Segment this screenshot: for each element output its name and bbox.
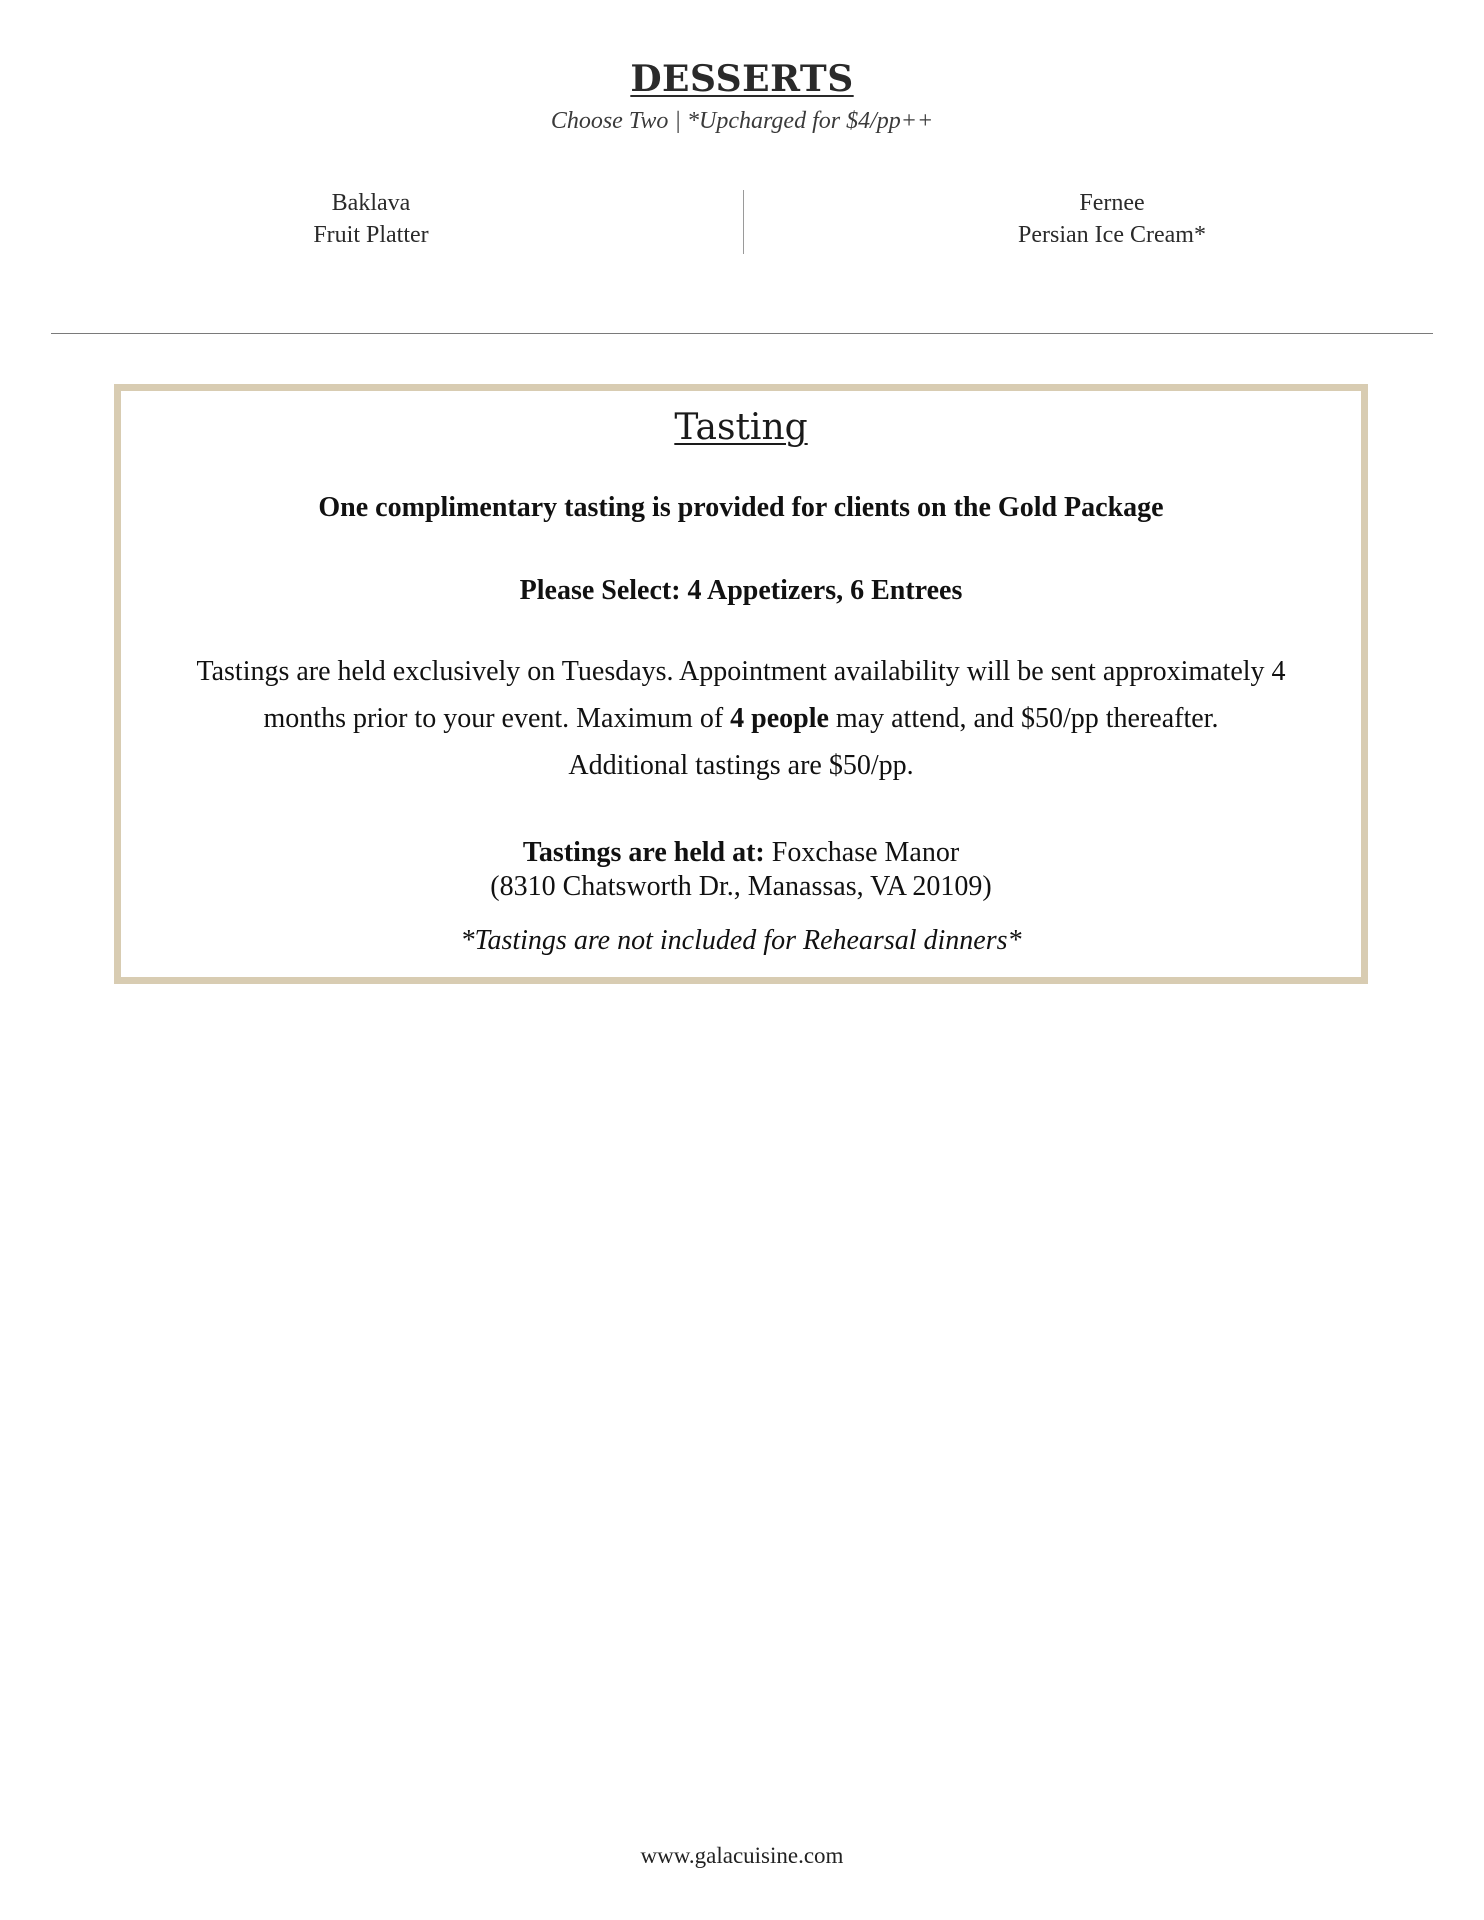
tasting-box: [114, 384, 1368, 984]
additional-tastings: Additional tastings are $50/pp.: [568, 750, 914, 781]
complimentary-tasting-note: One complimentary tasting is provided for clients on the Gold Package: [318, 492, 1164, 523]
dessert-item-persian-ice-cream: Persian Ice Cream*: [1018, 222, 1206, 248]
dessert-item-fruit-platter: Fruit Platter: [313, 222, 429, 248]
tasting-details: [161, 648, 1321, 789]
rehearsal-note: *Tastings are not included for Rehearsal dinners*: [460, 925, 1022, 956]
dessert-item-fernee: Fernee: [1079, 190, 1145, 216]
location-label: Tastings are held at:: [522, 837, 765, 868]
desserts-right-column: [862, 187, 1362, 251]
max-people: 4 people: [730, 703, 829, 734]
desserts-subtitle: Choose Two | *Upcharged for $4/pp++: [550, 108, 934, 134]
tasting-location: [121, 836, 1361, 904]
selection-requirements: Please Select: 4 Appetizers, 6 Entrees: [519, 575, 963, 606]
dessert-item-baklava: Baklava: [331, 190, 411, 216]
location-address: (8310 Chatsworth Dr., Manassas, VA 20109): [490, 871, 992, 902]
footer-website: www.galacuisine.com: [640, 1843, 844, 1868]
tasting-details-text-cont: may attend, and $50/pp thereafter.: [828, 703, 1219, 734]
desserts-title: DESSERTS: [630, 58, 854, 100]
tasting-title: Tasting: [674, 407, 808, 448]
column-divider: [743, 190, 744, 254]
location-name: Foxchase Manor: [764, 837, 960, 868]
desserts-left-column: [121, 187, 621, 251]
section-divider: [51, 333, 1433, 334]
tasting-details-text: Tastings are held exclusively on Tuesdays. Appointment availability will be sent approximately 4 months prior to your event. Maximum of: [196, 656, 1286, 734]
